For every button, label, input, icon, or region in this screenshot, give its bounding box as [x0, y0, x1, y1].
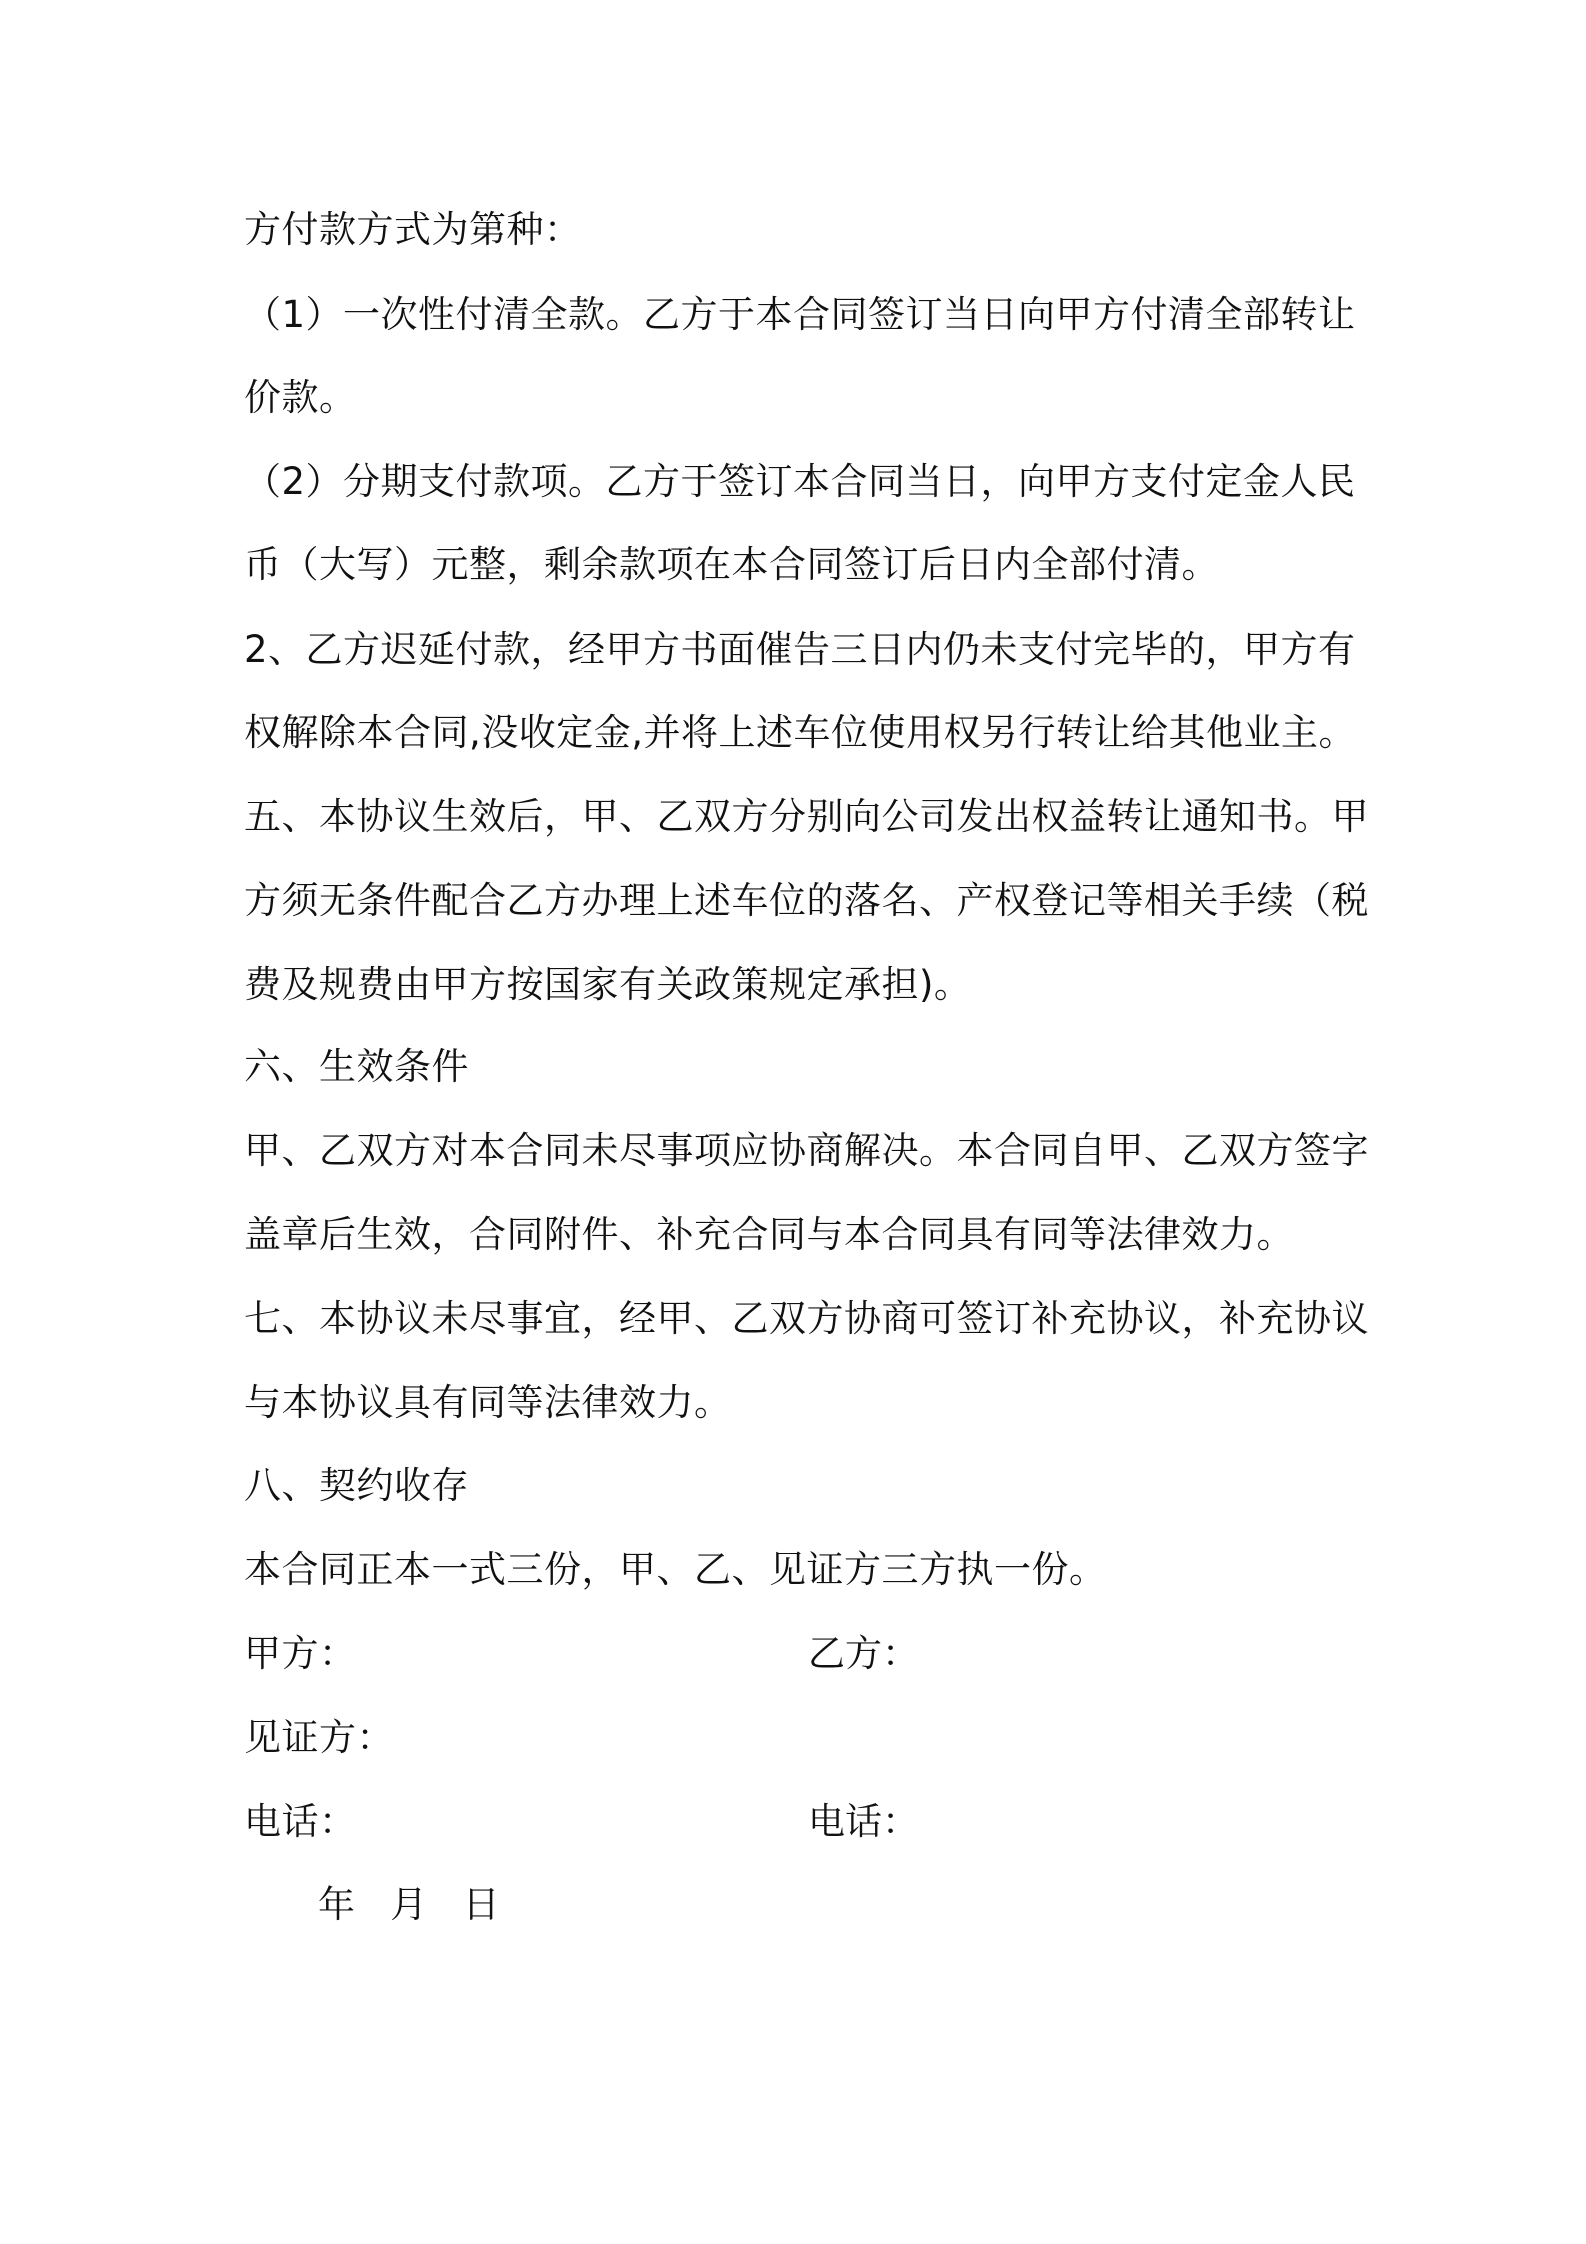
paragraph-line: 盖章后生效，合同附件、补充合同与本合同具有同等法律效力。 — [244, 1213, 1294, 1256]
date-line: 年 月 日 — [318, 1883, 500, 1926]
paragraph-line: 七、本协议未尽事宜，经甲、乙双方协商可签订补充协议，补充协议 — [244, 1297, 1369, 1340]
phone-b-label: 电话： — [808, 1800, 919, 1843]
paragraph-line: 价款。 — [244, 376, 357, 419]
paragraph-line: 方须无条件配合乙方办理上述车位的落名、产权登记等相关手续（税 — [244, 879, 1369, 922]
paragraph-line: 甲、乙双方对本合同未尽事项应协商解决。本合同自甲、乙双方签字 — [244, 1129, 1369, 1172]
paragraph-line: 费及规费由甲方按国家有关政策规定承担)。 — [244, 963, 972, 1006]
paragraph-line: 与本协议具有同等法律效力。 — [244, 1381, 732, 1424]
paragraph-line: 2、乙方迟延付款，经甲方书面催告三日内仍未支付完毕的，甲方有 — [244, 628, 1356, 671]
phone-a-label: 电话： — [244, 1800, 357, 1843]
party-b-label: 乙方： — [808, 1632, 919, 1675]
paragraph-line: （2）分期支付款项。乙方于签订本合同当日，向甲方支付定金人民 — [244, 460, 1356, 503]
paragraph-line: 权解除本合同,没收定金,并将上述车位使用权另行转让给其他业主。 — [244, 711, 1357, 754]
paragraph-line: 本合同正本一式三份，甲、乙、见证方三方执一份。 — [244, 1548, 1107, 1591]
party-a-label: 甲方： — [244, 1632, 357, 1675]
paragraph-line: 方付款方式为第种： — [244, 208, 582, 251]
section-heading: 六、生效条件 — [244, 1045, 469, 1088]
witness-label: 见证方： — [244, 1716, 394, 1759]
paragraph-line: 五、本协议生效后，甲、乙双方分别向公司发出权益转让通知书。甲 — [244, 795, 1369, 838]
paragraph-line: 币（大写）元整，剩余款项在本合同签订后日内全部付清。 — [244, 543, 1219, 586]
section-heading: 八、契约收存 — [244, 1464, 469, 1507]
paragraph-line: （1）一次性付清全款。乙方于本合同签订当日向甲方付清全部转让 — [244, 293, 1356, 336]
